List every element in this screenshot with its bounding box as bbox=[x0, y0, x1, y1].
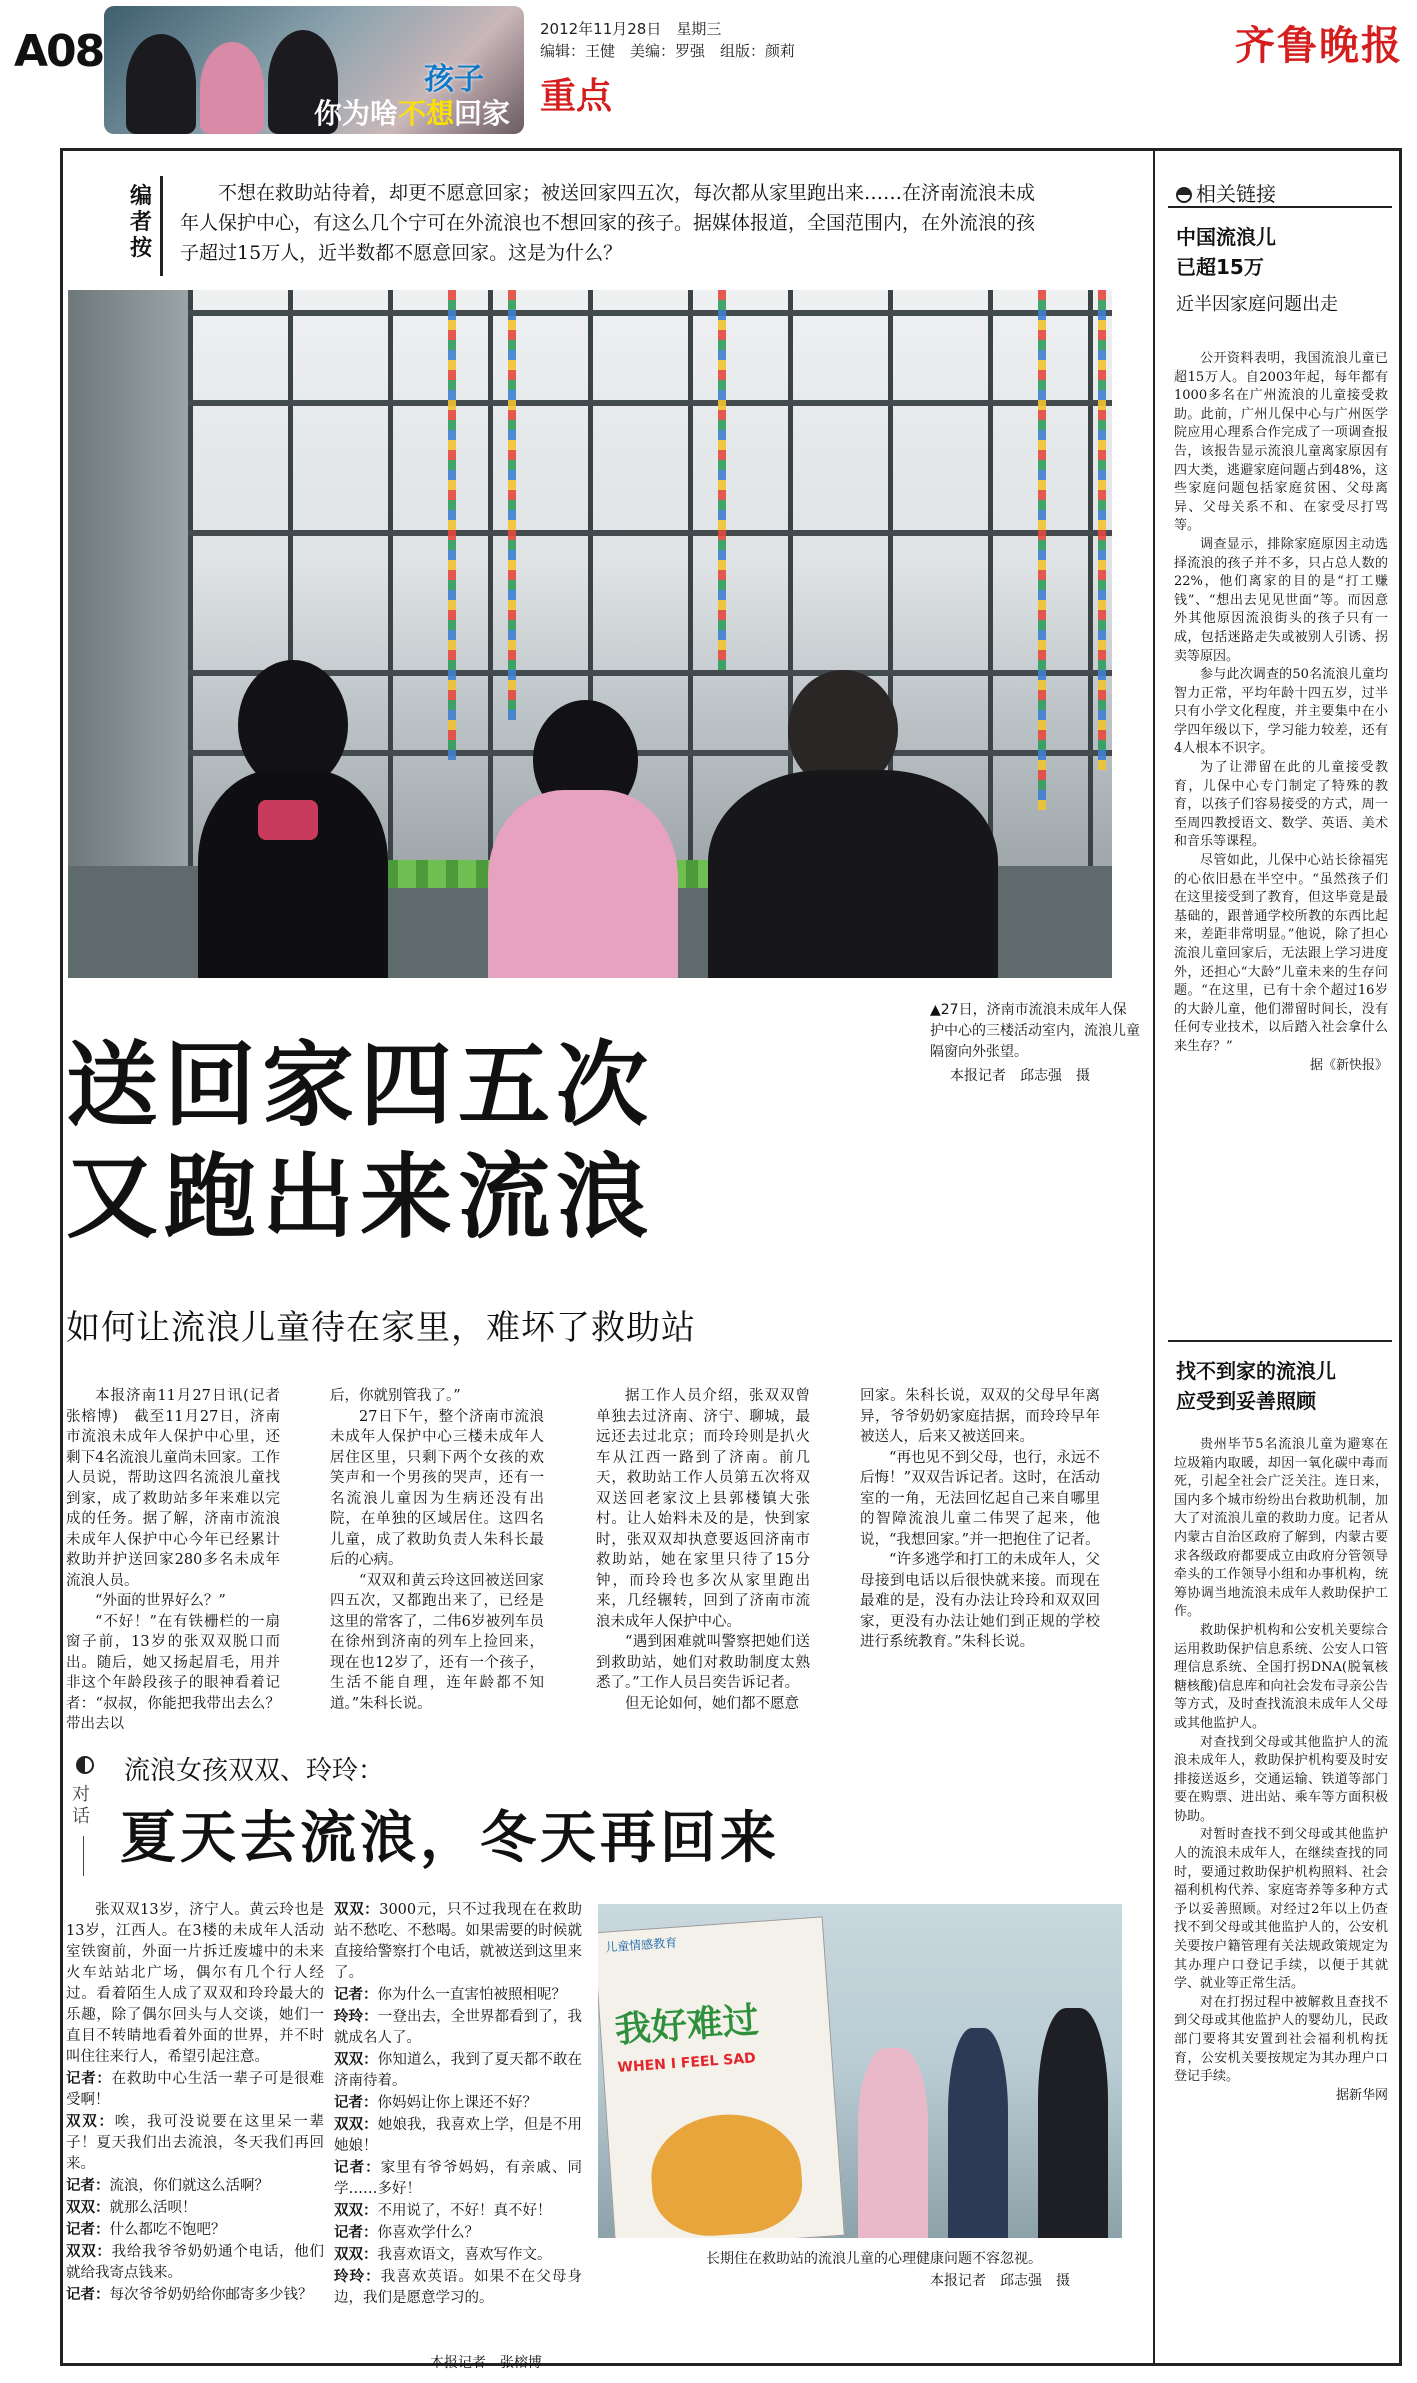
child-figure bbox=[488, 700, 678, 978]
dialogue-line: 双双：唉，我可没说要在这里呆一辈子！夏天我们出去流浪，冬天我们再回来。 bbox=[66, 2114, 325, 2172]
related-links-icon bbox=[1176, 187, 1192, 203]
banner-title-line1: 孩子 bbox=[424, 62, 484, 97]
article-paragraph: “外面的世界好么？” bbox=[95, 1593, 226, 1609]
related-links-tag: 相关链接 bbox=[1176, 178, 1276, 207]
dialogue-line: 双双：3000元，只不过我现在在救助站不愁吃、不愁喝。如果需要的时候就直接给警察打个电话，就被送到这里来了。 bbox=[334, 1902, 582, 1981]
article-paragraph: 本报济南11月27日讯(记者 张榕博) 截至11月27日，济南市流浪未成年人保护中心里，还剩下4名流浪儿童尚未回家。工作人员说，帮助这四名流浪儿童找到家，成了救助站多年来难以完成的任务。据了解，济南市流浪未成年人保护中心今年已经累计救助并护送回家280多名未成年流浪人员。 bbox=[66, 1388, 280, 1589]
sidebar-paragraph: 对暂时查找不到父母或其他监护人的流浪未成年人，在继续查找的同时，要通过救助保护机构照料、社会福利机构代养、家庭寄养等多种方式予以妥善照顾。对经过2年以上仍查找不到父母或其他监护人的，公安机关要按户籍管理有关法规政策规定为其办理户口登记手续，以便于其就学、就业等正常生活。 bbox=[1174, 1827, 1388, 1992]
dialogue-line: 双双：她娘我，我喜欢上学，但是不用她娘！ bbox=[334, 2117, 582, 2154]
sidebar-story1-title: 中国流浪儿 已超15万 bbox=[1176, 225, 1276, 279]
person-figure bbox=[858, 2048, 928, 2238]
article-paragraph: 27日下午，整个济南市流浪未成年人保护中心三楼未成年人居住区里，只剩下两个女孩的欢笑声和一个男孩的哭声，还有一名流浪儿童因为生病还没有出院，在单独的区域居住。这四名儿童，成了救助负责人朱科长最后的心病。 bbox=[330, 1408, 544, 1568]
article-column-1 bbox=[66, 1386, 280, 1735]
dialogue-line: 记者：什么都吃不饱吧？ bbox=[66, 2222, 226, 2238]
article-paragraph: “遇到困难就叫警察把她们送到救助站，她们对救助制度太熟悉了。”工作人员吕奕告诉记者。 bbox=[596, 1634, 810, 1691]
issue-date: 2012年11月28日 星期三 bbox=[540, 20, 722, 38]
secondary-photo-credit: 本报记者 邱志强 摄 bbox=[930, 2273, 1070, 2289]
editor-note-text: 不想在救助站待着，却更不愿意回家；被送回家四五次，每次都从家里跑出来……在济南流浪未成年人保护中心，有这么几个宁可在外流浪也不想回家的孩子。据媒体报道，全国范围内，在外流浪的孩子超过15万人，近半数都不愿意回家。这是为什么？ bbox=[180, 182, 1036, 264]
sidebar-story2-title: 找不到家的流浪儿 应受到妥善照顾 bbox=[1176, 1359, 1336, 1413]
article-paragraph: “双双和黄云玲这回被送回家四五次，又都跑出来了，已经是这里的常客了，二伟6岁被列车员在徐州到济南的列车上捡回来，现在也12岁了，还有一个孩子，生活不能自理，连年龄都不知道。”朱科长说。 bbox=[330, 1572, 544, 1712]
article-paragraph: 回家。朱科长说，双双的父母早年离异，爷爷奶奶家庭拮据，而玲玲早年被送人，后来又被送回来。 bbox=[860, 1388, 1100, 1445]
dialogue-label: 对话 bbox=[72, 1784, 90, 1827]
person-figure bbox=[1038, 2008, 1108, 2238]
sidebar-story1-body bbox=[1174, 350, 1388, 1075]
dialogue-line: 记者：你喜欢学什么？ bbox=[334, 2225, 479, 2241]
child-figure bbox=[198, 660, 388, 978]
editor-note-label: 编者按 bbox=[129, 184, 152, 261]
sidebar-paragraph: 尽管如此，儿保中心站长徐福宪的心依旧悬在半空中。“虽然孩子们在这里接受到了教育，但这毕竟是最基础的，跟普通学校所教的东西比起来，差距非常明显。”他说，除了担心流浪儿童回家后，无法跟上学习进度外，还担心“大龄”儿童未来的生存问题。“在这里，已有十余个超过16岁的大龄儿童，他们滞留时间长，没有任何专业技术，以后踏入社会拿什么来生存？” bbox=[1174, 853, 1388, 1054]
person-figure bbox=[948, 2028, 1008, 2238]
headline-line-1: 送回家四五次 bbox=[66, 1032, 655, 1139]
sidebar-story2-source: 据新华网 bbox=[1335, 2087, 1388, 2103]
headline-line-2: 又跑出来流浪 bbox=[66, 1144, 655, 1251]
main-headline bbox=[66, 1030, 654, 1254]
picture-book bbox=[598, 1916, 845, 2238]
article-column-3 bbox=[596, 1386, 810, 1714]
sidebar-rule bbox=[1168, 1340, 1392, 1342]
article-paragraph: 据工作人员介绍，张双双曾单独去过济南、济宁、聊城，最远还去过北京；而玲玲则是扒火车从江西一路到了济南。前几天，救助站工作人员第五次将双双送回老家汶上县郭楼镇大张村。让人始料未及的是，快到家时，张双双却执意要返回济南市救助站，她在家里只待了15分钟，而玲玲也多次从家里跑出来，几经辗转，回到了济南市流浪未成年人保护中心。 bbox=[596, 1388, 810, 1630]
article-paragraph: “再也见不到父母，也行，永远不后悔！”双双告诉记者。这时，在活动室的一角，无法回忆起自己来自哪里的智障流浪儿童二伟哭了起来，他说，“我想回家。”并一把抱住了记者。 bbox=[860, 1449, 1100, 1548]
sidebar-paragraph: 公开资料表明，我国流浪儿童已超15万人。自2003年起，每年都有1000多名在广州流浪的儿童接受救助。此前，广州儿保中心与广州医学院应用心理系合作完成了一项调查报告，该报告显示流浪儿童离家原因有四大类，逃避家庭问题占到48%，这些家庭问题包括家庭贫困、父母离异、父母关系不和、在家受尽打骂等。 bbox=[1174, 351, 1388, 534]
dialogue-line: 双双：我给我爷爷奶奶通个电话，他们就给我寄点钱来。 bbox=[66, 2244, 324, 2281]
article-paragraph: 但无论如何，她们都不愿意 bbox=[625, 1695, 799, 1712]
editor-credits: 编辑：王健 美编：罗强 组版：颜莉 bbox=[540, 42, 796, 60]
dialogue-line: 张双双13岁，济宁人。黄云玲也是13岁，江西人。在3楼的未成年人活动室铁窗前，外面一片拆迁废墟中的未来火车站站北广场，偶尔有几个行人经过。看着陌生人成了双双和玲玲最大的乐趣，除了偶尔回头与人交谈，她们一直目不转睛地看着外面的世界，并不时叫住往来行人，希望引起注意。 bbox=[66, 1902, 324, 2065]
dialogue-rule bbox=[83, 1836, 84, 1876]
editor-note-rule bbox=[160, 176, 163, 276]
sidebar-rule bbox=[1168, 206, 1392, 208]
banner-child-silhouette bbox=[126, 34, 196, 134]
main-photo-caption: ▲27日，济南市流浪未成年人保护中心的三楼活动室内，流浪儿童隔窗向外张望。 bbox=[930, 1002, 1140, 1060]
article-paragraph: “不好！”在有铁栅栏的一扇窗子前，13岁的张双双脱口而出。随后，她又扬起眉毛，用并非这个年龄段孩子的眼神看着记者：“叔叔，你能把我带出去么？带出去以 bbox=[66, 1613, 280, 1732]
child-figure bbox=[708, 670, 998, 978]
article-column-2 bbox=[330, 1386, 544, 1714]
sidebar-story2-body bbox=[1174, 1436, 1388, 2105]
dialogue-column-2 bbox=[334, 1900, 582, 2310]
dialogue-line: 记者：你为什么一直害怕被照相呢？ bbox=[334, 1987, 566, 2003]
banner-title-line2: 你为啥不想回家 bbox=[313, 97, 510, 130]
dialogue-line: 记者：你妈妈让你上课还不好？ bbox=[334, 2095, 537, 2111]
column-divider bbox=[1153, 150, 1155, 2364]
dialogue-line: 玲玲：一登出去，全世界都看到了，我就成名人了。 bbox=[334, 2009, 582, 2046]
dialogue-line: 记者：流浪，你们就这么活啊？ bbox=[66, 2178, 269, 2194]
dialogue-line: 玲玲：我喜欢英语。如果不在父母身边，我们是愿意学习的。 bbox=[334, 2269, 583, 2306]
dialogue-byline: 本报记者 张榕博 bbox=[430, 2355, 542, 2371]
sidebar-story1-subtitle: 近半因家庭问题出走 bbox=[1176, 294, 1338, 315]
section-name: 重点 bbox=[540, 76, 613, 117]
sidebar-paragraph: 调查显示，排除家庭原因主动选择流浪的孩子并不多，只占总人数的22%，他们离家的目的是“打工赚钱”、“想出去见见世面”等。而因意外其他原因流浪街头的孩子只有一成，包括迷路走失或被别人引诱、拐卖等原因。 bbox=[1174, 536, 1388, 664]
dialogue-line: 双双：不用说了，不好！真不好！ bbox=[334, 2203, 552, 2219]
article-paragraph: “许多逃学和打工的未成年人，父母接到电话以后很快就来接。而现在最难的是，没有办法让玲玲和双双回家，更没有办法让她们到正规的学校进行系统教育。”朱科长说。 bbox=[860, 1552, 1100, 1650]
sidebar-paragraph: 对在打拐过程中被解救且查找不到父母或其他监护人的婴幼儿，民政部门要将其安置到社会福利机构抚育，公安机关要按规定为其办理户口登记手续。 bbox=[1174, 1994, 1388, 2085]
sidebar-paragraph: 救助保护机构和公安机关要综合运用救助保护信息系统、公安人口管理信息系统、全国打拐DNA(脱氧核糖核酸)信息库和向社会发布寻亲公告等方式，及时查找流浪未成年人父母或其他监护人。 bbox=[1174, 1622, 1388, 1731]
secondary-photo-caption: 长期住在救助站的流浪儿童的心理健康问题不容忽视。 bbox=[706, 2251, 1042, 2267]
subheadline: 如何让流浪儿童待在家里，难坏了救助站 bbox=[66, 1308, 696, 1348]
book-subtitle: WHEN I FEEL SAD bbox=[617, 2050, 757, 2077]
article-column-4 bbox=[860, 1386, 1100, 1653]
dialogue-kicker: 流浪女孩双双、玲玲： bbox=[124, 1756, 385, 1786]
main-photo-credit: 本报记者 邱志强 摄 bbox=[950, 1068, 1090, 1084]
bear-illustration bbox=[647, 2110, 805, 2238]
page-number: A08 bbox=[14, 26, 104, 77]
sidebar-story1-source: 据《新快报》 bbox=[1309, 1057, 1388, 1073]
banner-child-silhouette bbox=[200, 42, 264, 134]
newspaper-logo: 齐鲁晚报 bbox=[1235, 22, 1403, 69]
dialogue-icon bbox=[76, 1756, 94, 1774]
dialogue-line: 双双：我喜欢语文，喜欢写作文。 bbox=[334, 2247, 552, 2263]
dialogue-line: 记者：每次爷爷奶奶给你邮寄多少钱？ bbox=[66, 2287, 313, 2303]
sidebar-paragraph: 为了让滞留在此的儿童接受教育，儿保中心专门制定了特殊的教育，以孩子们容易接受的方式，周一至周四教授语文、数学、英语、美术和音乐等课程。 bbox=[1174, 760, 1388, 850]
dialogue-line: 双双：就那么活呗！ bbox=[66, 2200, 197, 2216]
book-title: 我好难过 bbox=[613, 2000, 761, 2052]
main-photo bbox=[68, 290, 1112, 978]
secondary-photo bbox=[598, 1904, 1122, 2238]
sidebar-paragraph: 参与此次调查的50名流浪儿童均智力正常，平均年龄十四五岁，过半只有小学文化程度，并主要集中在小学四年级以下，学习能力较差，还有4人根本不识字。 bbox=[1174, 667, 1388, 757]
dialogue-column-1 bbox=[66, 1900, 324, 2307]
sidebar-paragraph: 对查找到父母或其他监护人的流浪未成年人，救助保护机构要及时安排接送返乡，交通运输、铁道等部门要在购票、进出站、乘车等方面积极协助。 bbox=[1174, 1734, 1388, 1824]
dialogue-line: 记者：在救助中心生活一辈子可是很难受啊！ bbox=[66, 2071, 324, 2108]
sidebar-paragraph: 贵州毕节5名流浪儿童为避寒在垃圾箱内取暖，却因一氧化碳中毒而死，引起全社会广泛关注。连日来，国内多个城市纷纷出台救助机制，加大了对流浪儿童的救助力度。记者从内蒙古自治区政府了解到，内蒙古要求各级政府都要成立由政府分管领导牵头的工作领导小组和办事机构，统筹协调当地流浪未成年人救助保护工作。 bbox=[1174, 1437, 1388, 1620]
section-banner bbox=[104, 6, 524, 134]
dialogue-title: 夏天去流浪，冬天再回来 bbox=[120, 1806, 780, 1871]
dialogue-line: 双双：你知道么，我到了夏天都不敢在济南待着。 bbox=[334, 2052, 582, 2089]
dialogue-line: 记者：家里有爷爷妈妈，有亲戚、同学……多好！ bbox=[334, 2160, 583, 2197]
book-header: 儿童情感教育 bbox=[604, 1935, 678, 1955]
article-paragraph: 后，你就别管我了。” bbox=[330, 1388, 461, 1404]
